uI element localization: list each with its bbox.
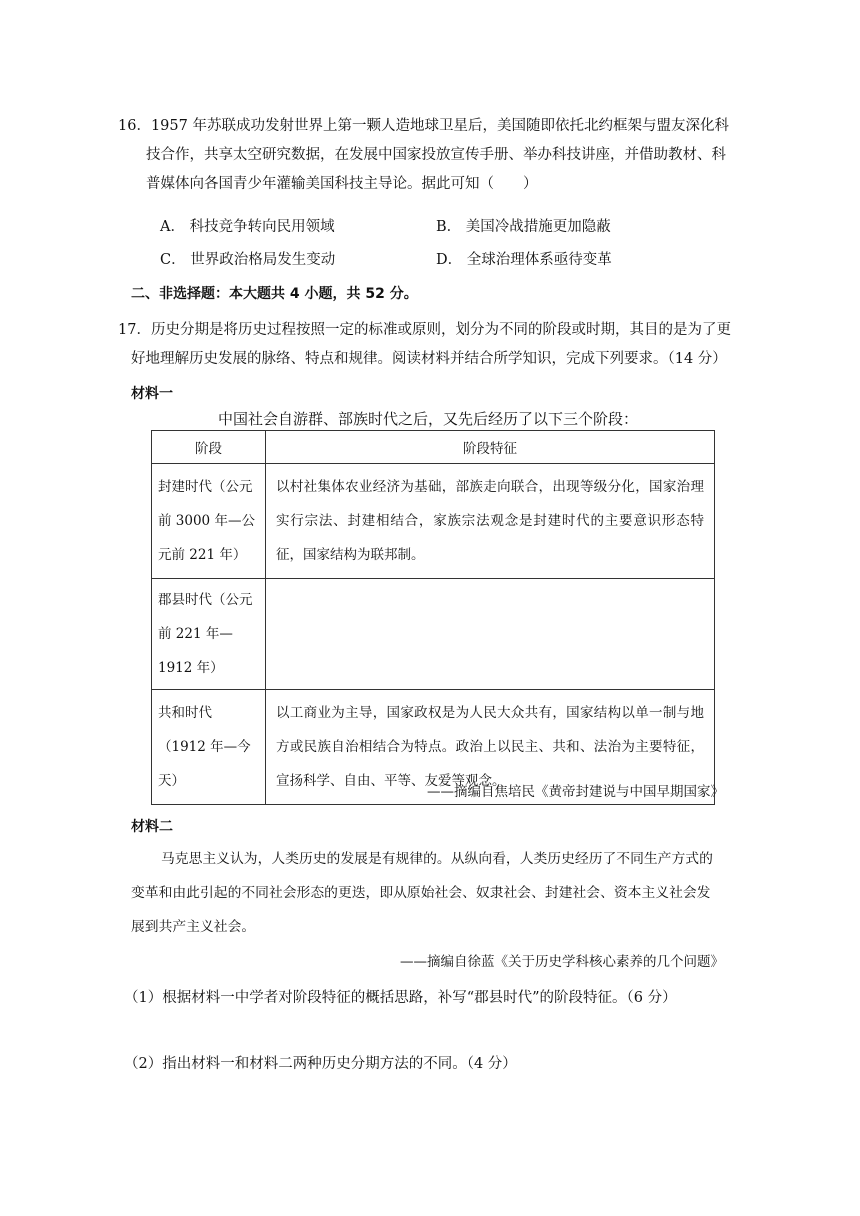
material-1-label: 材料一 [131, 386, 173, 402]
question-16-line: 普媒体向各国青少年灌输美国科技主导论。据此可知（ ） [146, 176, 538, 192]
material-2-line: 变革和由此引起的不同社会形态的更迭，即从原始社会、奴隶社会、封建社会、资本主义社会发 [131, 885, 711, 901]
section-heading: 二、非选择题：本大题共 4 小题，共 52 分。 [131, 286, 418, 302]
option-b[interactable]: B． 美国冷战措施更加隐蔽 [436, 219, 611, 235]
material-2-text [131, 842, 731, 944]
question-16-line: 16．1957 年苏联成功发射世界上第一颗人造地球卫星后，美国随即依托北约框架与盟友深化科 [118, 118, 729, 134]
question-17-line: 好地理解历史发展的脉络、特点和规律。阅读材料并结合所学知识，完成下列要求。（14 分） [131, 351, 727, 367]
feature-cell: 以村社集体农业经济为基础，部族走向联合，出现等级分化，国家治理实行宗法、封建相结合，家族宗法观念是封建时代的主要意识形态特征，国家结构为联邦制。 [266, 464, 715, 579]
table-caption: 中国社会自游群、部族时代之后，又先后经历了以下三个阶段： [218, 410, 639, 428]
stage-cell: 封建时代（公元前 3000 年—公元前 221 年） [152, 464, 266, 579]
stages-table [151, 430, 715, 805]
question-16 [118, 112, 738, 199]
feature-cell-blank[interactable] [266, 579, 715, 690]
table-header-stage: 阶段 [152, 431, 266, 464]
stage-cell: 共和时代（1912 年—今天） [152, 690, 266, 805]
feature-cell: 以工商业为主导，国家政权是为人民大众共有，国家结构以单一制与地方或民族自治相结合为特点。政治上以民主、共和、法治为主要特征，宣扬科学、自由、平等、友爱等观念。 [266, 690, 715, 805]
material-1-source: ——摘编自焦培民《黄帝封建说与中国早期国家》 [427, 784, 724, 800]
sub-question-1: （1）根据材料一中学者对阶段特征的概括思路，补写“郡县时代”的阶段特征。（6 分） [124, 990, 677, 1006]
option-a[interactable]: A． 科技竞争转向民用领域 [160, 219, 335, 235]
table-header-row [152, 431, 715, 464]
question-17 [118, 316, 731, 374]
material-2-label: 材料二 [131, 819, 173, 835]
stage-cell: 郡县时代（公元前 221 年—1912 年） [152, 579, 266, 690]
material-2-line: 马克思主义认为，人类历史的发展是有规律的。从纵向看，人类历史经历了不同生产方式的 [161, 851, 713, 867]
table-header-feature: 阶段特征 [266, 431, 715, 464]
material-2-line: 展到共产主义社会。 [131, 919, 256, 935]
sub-question-2: （2）指出材料一和材料二两种历史分期方法的不同。（4 分） [124, 1056, 517, 1072]
option-d[interactable]: D． 全球治理体系亟待变革 [436, 252, 612, 268]
table-row [152, 579, 715, 690]
question-16-line: 技合作，共享太空研究数据，在发展中国家投放宣传手册、举办科技讲座，并借助教材、科 [146, 147, 726, 163]
material-2-source: ——摘编自徐蓝《关于历史学科核心素养的几个问题》 [400, 954, 724, 970]
question-17-line: 17．历史分期是将历史过程按照一定的标准或原则，划分为不同的阶段或时期，其目的是为了更 [118, 322, 731, 338]
option-c[interactable]: C． 世界政治格局发生变动 [160, 252, 336, 268]
table-row [152, 464, 715, 579]
